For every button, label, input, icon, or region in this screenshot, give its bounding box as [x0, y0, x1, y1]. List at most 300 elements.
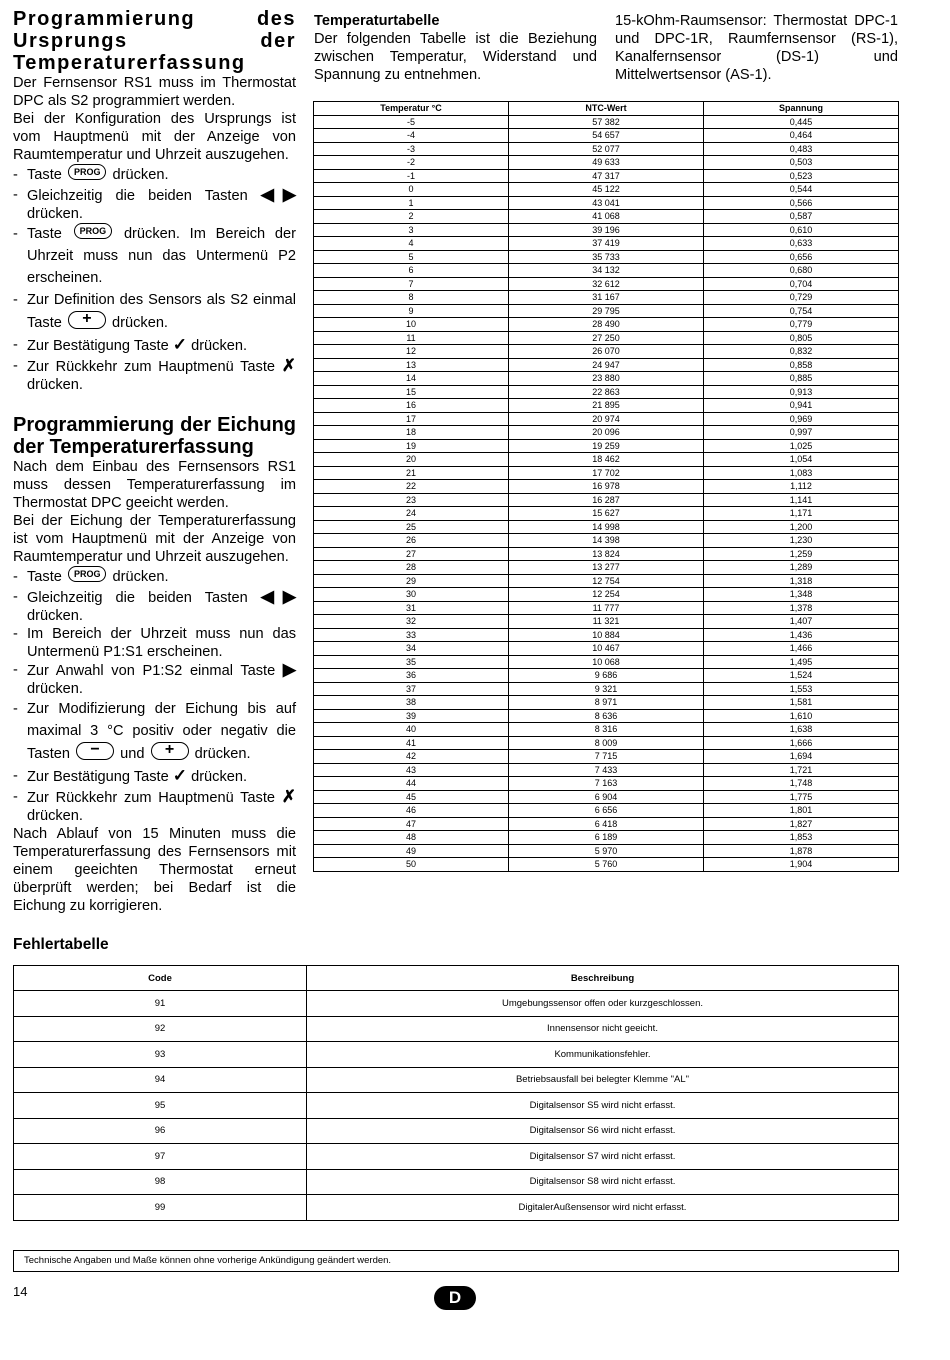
table-cell: 0,913 [704, 385, 899, 399]
table-cell: 40 [314, 723, 509, 737]
table-row [314, 426, 899, 440]
table-cell: 1,904 [704, 858, 899, 872]
table-cell: 1,524 [704, 669, 899, 683]
table-cell: 47 [314, 817, 509, 831]
left-column [13, 8, 296, 915]
table-row [314, 628, 899, 642]
list-item [13, 186, 296, 223]
table-cell: 1,348 [704, 588, 899, 602]
table-cell: 45 [314, 790, 509, 804]
table-cell: 1,171 [704, 507, 899, 521]
table-row [314, 547, 899, 561]
section-title-calibration: Programmierung der Eichung der Temperaturerfassung [13, 414, 296, 458]
table-cell: 1,083 [704, 466, 899, 480]
table-cell: 1,827 [704, 817, 899, 831]
section-origin-intro-2: Bei der Konfiguration des Ursprungs ist vom Hauptmenü mit der Anzeige von Raumtemperatur und Uhrzeit auszugehen. [13, 111, 296, 163]
table-row [314, 615, 899, 629]
list-item [13, 289, 296, 334]
table-row [314, 358, 899, 372]
table-cell: 1,775 [704, 790, 899, 804]
column-header-code: Code [14, 966, 307, 991]
table-row [314, 682, 899, 696]
cancel-icon: ✗ [281, 356, 296, 375]
table-cell: 20 096 [509, 426, 704, 440]
table-cell: 50 [314, 858, 509, 872]
table-row [314, 385, 899, 399]
table-cell: 1,853 [704, 831, 899, 845]
table-row [314, 790, 899, 804]
table-cell: 0,503 [704, 156, 899, 170]
table-cell: 20 [314, 453, 509, 467]
table-cell: 0,779 [704, 318, 899, 332]
table-cell: 46 [314, 804, 509, 818]
table-row [314, 669, 899, 683]
table-cell: 1,666 [704, 736, 899, 750]
table-cell: 49 633 [509, 156, 704, 170]
temp-table-title: Temperaturtabelle [314, 13, 440, 29]
table-cell: 0,729 [704, 291, 899, 305]
table-cell: 49 [314, 844, 509, 858]
table-row [314, 196, 899, 210]
table-cell: 0,754 [704, 304, 899, 318]
table-cell: 26 [314, 534, 509, 548]
step-text: Im Bereich der Uhrzeit muss nun das Untermenü P1:S1 erscheinen. [27, 626, 296, 660]
table-cell: 13 [314, 358, 509, 372]
table-cell: 37 [314, 682, 509, 696]
temperature-table [313, 101, 899, 872]
table-cell: 0,483 [704, 142, 899, 156]
table-cell: 21 [314, 466, 509, 480]
table-cell: 20 974 [509, 412, 704, 426]
table-row [314, 345, 899, 359]
table-cell: 10 884 [509, 628, 704, 642]
table-row [314, 169, 899, 183]
table-cell: 41 068 [509, 210, 704, 224]
table-cell: 8 636 [509, 709, 704, 723]
table-cell: 32 [314, 615, 509, 629]
step-text: Taste [27, 226, 62, 242]
table-cell: Digitalsensor S8 wird nicht erfasst. [307, 1169, 899, 1195]
table-cell: 45 122 [509, 183, 704, 197]
table-cell: -3 [314, 142, 509, 156]
table-cell: 8 [314, 291, 509, 305]
table-cell: 22 [314, 480, 509, 494]
table-cell: 28 [314, 561, 509, 575]
table-cell: 38 [314, 696, 509, 710]
table-row [314, 750, 899, 764]
table-cell: 8 009 [509, 736, 704, 750]
table-cell: 52 077 [509, 142, 704, 156]
table-row [314, 493, 899, 507]
table-cell: 15 627 [509, 507, 704, 521]
section-calibration-intro-1: Nach dem Einbau des Fernsensors RS1 muss dessen Temperaturerfassung im Thermostat DPC geeicht werden. [13, 459, 296, 511]
table-cell: 1,553 [704, 682, 899, 696]
table-cell: 1,801 [704, 804, 899, 818]
table-row [314, 291, 899, 305]
table-cell: 5 [314, 250, 509, 264]
table-cell: Innensensor nicht geeicht. [307, 1016, 899, 1042]
prog-key-icon: PROG [74, 223, 113, 239]
table-row [14, 1144, 899, 1170]
table-cell: 12 254 [509, 588, 704, 602]
table-cell: 19 259 [509, 439, 704, 453]
step-text: drücken. Im Bereich der Uhrzeit muss nun das Untermenü P2 erscheinen. [27, 226, 296, 286]
table-cell: 0,445 [704, 115, 899, 129]
table-cell: 6 656 [509, 804, 704, 818]
list-item [13, 765, 296, 788]
table-cell: 25 [314, 520, 509, 534]
table-cell: 6 418 [509, 817, 704, 831]
language-badge: D [434, 1286, 476, 1310]
section-calibration-intro-2: Bei der Eichung der Temperaturerfassung ist vom Hauptmenü mit der Anzeige von Raumtemperatur und Uhrzeit auszugehen. [13, 513, 296, 565]
table-cell: 9 [314, 304, 509, 318]
table-row [314, 709, 899, 723]
table-row [14, 1093, 899, 1119]
table-cell: 96 [14, 1118, 307, 1144]
table-cell: 0,704 [704, 277, 899, 291]
table-cell: 34 132 [509, 264, 704, 278]
table-header-row [314, 102, 899, 116]
table-row [314, 304, 899, 318]
table-row [314, 574, 899, 588]
table-cell: 8 971 [509, 696, 704, 710]
table-cell: 0,680 [704, 264, 899, 278]
table-row [14, 991, 899, 1017]
table-cell: Kommunikationsfehler. [307, 1042, 899, 1068]
table-cell: 0,969 [704, 412, 899, 426]
table-cell: 32 612 [509, 277, 704, 291]
table-cell: 7 [314, 277, 509, 291]
column-header-temperature: Temperatur °C [314, 102, 509, 116]
table-cell: 0,544 [704, 183, 899, 197]
table-cell: 31 167 [509, 291, 704, 305]
table-cell: 35 733 [509, 250, 704, 264]
table-cell: 1,289 [704, 561, 899, 575]
prog-key-icon: PROG [68, 164, 107, 180]
table-cell: 1,694 [704, 750, 899, 764]
table-cell: 2 [314, 210, 509, 224]
table-row [314, 453, 899, 467]
step-text: drücken. [112, 315, 168, 331]
table-cell: 7 163 [509, 777, 704, 791]
table-cell: 5 760 [509, 858, 704, 872]
table-row [14, 1016, 899, 1042]
table-row [14, 1067, 899, 1093]
table-cell: 43 [314, 763, 509, 777]
table-cell: 12 754 [509, 574, 704, 588]
list-item [13, 625, 296, 661]
table-cell: 6 904 [509, 790, 704, 804]
table-cell: 1,748 [704, 777, 899, 791]
step-text: Zur Modifizierung der Eichung bis auf maximal 3 °C positiv oder negativ die Tasten [27, 701, 296, 762]
table-cell: 1,112 [704, 480, 899, 494]
table-row [314, 601, 899, 615]
table-cell: 22 863 [509, 385, 704, 399]
step-text: drücken. [194, 746, 251, 762]
table-cell: 17 [314, 412, 509, 426]
plus-key-icon: + [151, 742, 189, 760]
table-cell: 6 189 [509, 831, 704, 845]
table-cell: 1,407 [704, 615, 899, 629]
step-text: drücken. [27, 681, 83, 697]
step-text: Taste [27, 569, 62, 585]
table-row [314, 817, 899, 831]
table-cell: 19 [314, 439, 509, 453]
table-header-row [14, 966, 899, 991]
table-cell: 39 196 [509, 223, 704, 237]
step-text: Zur Bestätigung Taste [27, 338, 169, 354]
table-cell: 16 [314, 399, 509, 413]
table-cell: 24 947 [509, 358, 704, 372]
table-cell: 14 398 [509, 534, 704, 548]
step-text: Gleichzeitig die beiden Tasten [27, 188, 248, 204]
table-cell: Digitalsensor S7 wird nicht erfasst. [307, 1144, 899, 1170]
table-cell: Umgebungssensor offen oder kurzgeschlossen. [307, 991, 899, 1017]
table-cell: 10 467 [509, 642, 704, 656]
column-header-voltage: Spannung [704, 102, 899, 116]
table-row [314, 804, 899, 818]
table-cell: 12 [314, 345, 509, 359]
table-row [314, 831, 899, 845]
calibration-steps-list [13, 566, 296, 825]
list-item [13, 698, 296, 765]
table-row [314, 736, 899, 750]
table-cell: 23 880 [509, 372, 704, 386]
step-text: drücken. [191, 338, 248, 354]
list-item [13, 223, 296, 289]
table-row [314, 466, 899, 480]
check-icon: ✓ [172, 766, 188, 785]
table-cell: 11 [314, 331, 509, 345]
table-cell: 95 [14, 1093, 307, 1119]
section-origin-intro-1: Der Fernsensor RS1 muss im Thermostat DPC als S2 programmiert werden. [13, 75, 296, 109]
table-cell: 92 [14, 1016, 307, 1042]
table-row [314, 210, 899, 224]
page-number: 14 [13, 1284, 28, 1299]
table-cell: 0,633 [704, 237, 899, 251]
table-cell: 0,656 [704, 250, 899, 264]
table-row [314, 318, 899, 332]
table-cell: 1,318 [704, 574, 899, 588]
step-text: drücken. [27, 206, 83, 222]
table-cell: 0,997 [704, 426, 899, 440]
table-row [314, 723, 899, 737]
table-cell: 18 462 [509, 453, 704, 467]
temp-table-intro [314, 12, 597, 84]
step-text: drücken. [27, 808, 83, 824]
list-item [13, 334, 296, 357]
table-cell: 21 895 [509, 399, 704, 413]
table-row [314, 250, 899, 264]
table-cell: 17 702 [509, 466, 704, 480]
temp-table-description: Der folgenden Tabelle ist die Beziehung zwischen Temperatur, Widerstand und Spannung zu entnehmen. [314, 31, 597, 83]
error-table [13, 965, 899, 1221]
table-cell: 6 [314, 264, 509, 278]
step-text: Zur Anwahl von P1:S2 einmal Taste [27, 663, 276, 679]
table-cell: 57 382 [509, 115, 704, 129]
table-cell: 1,259 [704, 547, 899, 561]
table-cell: 98 [14, 1169, 307, 1195]
temperature-table-body [314, 115, 899, 871]
section-calibration-outro: Nach Ablauf von 15 Minuten muss die Temperaturerfassung des Fernsensors mit einem geeichten Thermostat erneut überprüft werden; bei Bedarf ist die Eichung zu korrigieren. [13, 826, 296, 914]
table-cell: 0,587 [704, 210, 899, 224]
table-cell: 30 [314, 588, 509, 602]
table-cell: 1,025 [704, 439, 899, 453]
table-cell: 14 998 [509, 520, 704, 534]
left-right-arrows-icon: ◀▶ [260, 185, 296, 204]
table-cell: 0,885 [704, 372, 899, 386]
table-cell: 37 419 [509, 237, 704, 251]
table-cell: 31 [314, 601, 509, 615]
table-row [314, 277, 899, 291]
table-cell: 0,832 [704, 345, 899, 359]
table-row [314, 142, 899, 156]
table-cell: 1,466 [704, 642, 899, 656]
table-cell: DigitalerAußensensor wird nicht erfasst. [307, 1195, 899, 1221]
table-row [314, 129, 899, 143]
table-cell: 94 [14, 1067, 307, 1093]
table-cell: 1,200 [704, 520, 899, 534]
table-row [314, 534, 899, 548]
table-cell: 15 [314, 385, 509, 399]
table-cell: 16 287 [509, 493, 704, 507]
column-header-ntc: NTC-Wert [509, 102, 704, 116]
error-table-title: Fehlertabelle [13, 936, 109, 953]
step-text: und [120, 746, 145, 762]
table-cell: 10 [314, 318, 509, 332]
table-cell: 0,566 [704, 196, 899, 210]
step-text: drücken. [27, 608, 83, 624]
table-cell: 29 [314, 574, 509, 588]
step-text: Zur Rückkehr zum Hauptmenü Taste [27, 359, 276, 375]
table-cell: 0,941 [704, 399, 899, 413]
table-row [314, 777, 899, 791]
table-cell: 41 [314, 736, 509, 750]
table-cell: 13 824 [509, 547, 704, 561]
table-cell: 0,464 [704, 129, 899, 143]
table-cell: 48 [314, 831, 509, 845]
table-cell: 16 978 [509, 480, 704, 494]
table-row [14, 1042, 899, 1068]
table-cell: 1,610 [704, 709, 899, 723]
table-cell: 27 [314, 547, 509, 561]
table-cell: 0,610 [704, 223, 899, 237]
table-row [314, 412, 899, 426]
step-text: Zur Rückkehr zum Hauptmenü Taste [27, 790, 276, 806]
table-cell: 35 [314, 655, 509, 669]
table-row [314, 399, 899, 413]
table-cell: 8 316 [509, 723, 704, 737]
table-cell: 91 [14, 991, 307, 1017]
table-cell: 1,878 [704, 844, 899, 858]
step-text: Gleichzeitig die beiden Tasten [27, 590, 248, 606]
table-cell: 1,230 [704, 534, 899, 548]
table-row [314, 858, 899, 872]
table-cell: 97 [14, 1144, 307, 1170]
table-row [14, 1195, 899, 1221]
table-row [314, 561, 899, 575]
step-text: drücken. [191, 769, 248, 785]
table-cell: 10 068 [509, 655, 704, 669]
column-header-description: Beschreibung [307, 966, 899, 991]
table-row [314, 237, 899, 251]
table-cell: Betriebsausfall bei belegter Klemme "AL" [307, 1067, 899, 1093]
table-cell: 7 715 [509, 750, 704, 764]
table-row [314, 696, 899, 710]
table-cell: 34 [314, 642, 509, 656]
table-row [314, 372, 899, 386]
table-cell: 1,721 [704, 763, 899, 777]
step-text: Zur Bestätigung Taste [27, 769, 169, 785]
table-cell: 29 795 [509, 304, 704, 318]
origin-steps-list [13, 164, 296, 394]
table-row [314, 156, 899, 170]
table-cell: Digitalsensor S6 wird nicht erfasst. [307, 1118, 899, 1144]
table-cell: 93 [14, 1042, 307, 1068]
table-cell: 1 [314, 196, 509, 210]
table-row [314, 763, 899, 777]
right-arrow-icon: ▶ [282, 660, 296, 679]
table-cell: 9 321 [509, 682, 704, 696]
table-cell: 39 [314, 709, 509, 723]
table-cell: 42 [314, 750, 509, 764]
cancel-icon: ✗ [281, 787, 296, 806]
table-cell: 0,858 [704, 358, 899, 372]
plus-key-icon: + [68, 311, 106, 329]
check-icon: ✓ [172, 335, 188, 354]
table-cell: -5 [314, 115, 509, 129]
table-cell: 7 433 [509, 763, 704, 777]
list-item [13, 566, 296, 588]
table-row [314, 331, 899, 345]
table-cell: 1,054 [704, 453, 899, 467]
table-row [314, 655, 899, 669]
table-row [314, 507, 899, 521]
list-item [13, 661, 296, 698]
table-cell: -4 [314, 129, 509, 143]
minus-key-icon: − [76, 742, 114, 760]
table-row [14, 1169, 899, 1195]
table-cell: 4 [314, 237, 509, 251]
step-text: Zur Definition des Sensors als S2 einmal Taste [27, 292, 296, 331]
table-cell: 0 [314, 183, 509, 197]
table-cell: Digitalsensor S5 wird nicht erfasst. [307, 1093, 899, 1119]
error-table-body [14, 991, 899, 1221]
step-text: Taste [27, 167, 62, 183]
step-text: drücken. [27, 377, 83, 393]
sensor-note-block [615, 12, 898, 84]
table-row [314, 642, 899, 656]
table-cell: 14 [314, 372, 509, 386]
sensor-note: 15-kOhm-Raumsensor: Thermostat DPC-1 und DPC-1R, Raumfernsensor (RS-1), Kanalfernsensor (DS-1) und Mittelwertsensor (AS-1). [615, 13, 898, 83]
table-cell: 1,378 [704, 601, 899, 615]
step-text: drücken. [112, 569, 169, 585]
table-cell: 28 490 [509, 318, 704, 332]
table-cell: 11 321 [509, 615, 704, 629]
table-cell: 18 [314, 426, 509, 440]
table-row [314, 844, 899, 858]
table-row [314, 439, 899, 453]
step-text: drücken. [112, 167, 169, 183]
table-cell: 3 [314, 223, 509, 237]
list-item [13, 788, 296, 825]
table-row [314, 520, 899, 534]
prog-key-icon: PROG [68, 566, 107, 582]
list-item [13, 357, 296, 394]
table-cell: 36 [314, 669, 509, 683]
table-cell: -1 [314, 169, 509, 183]
table-cell: 99 [14, 1195, 307, 1221]
